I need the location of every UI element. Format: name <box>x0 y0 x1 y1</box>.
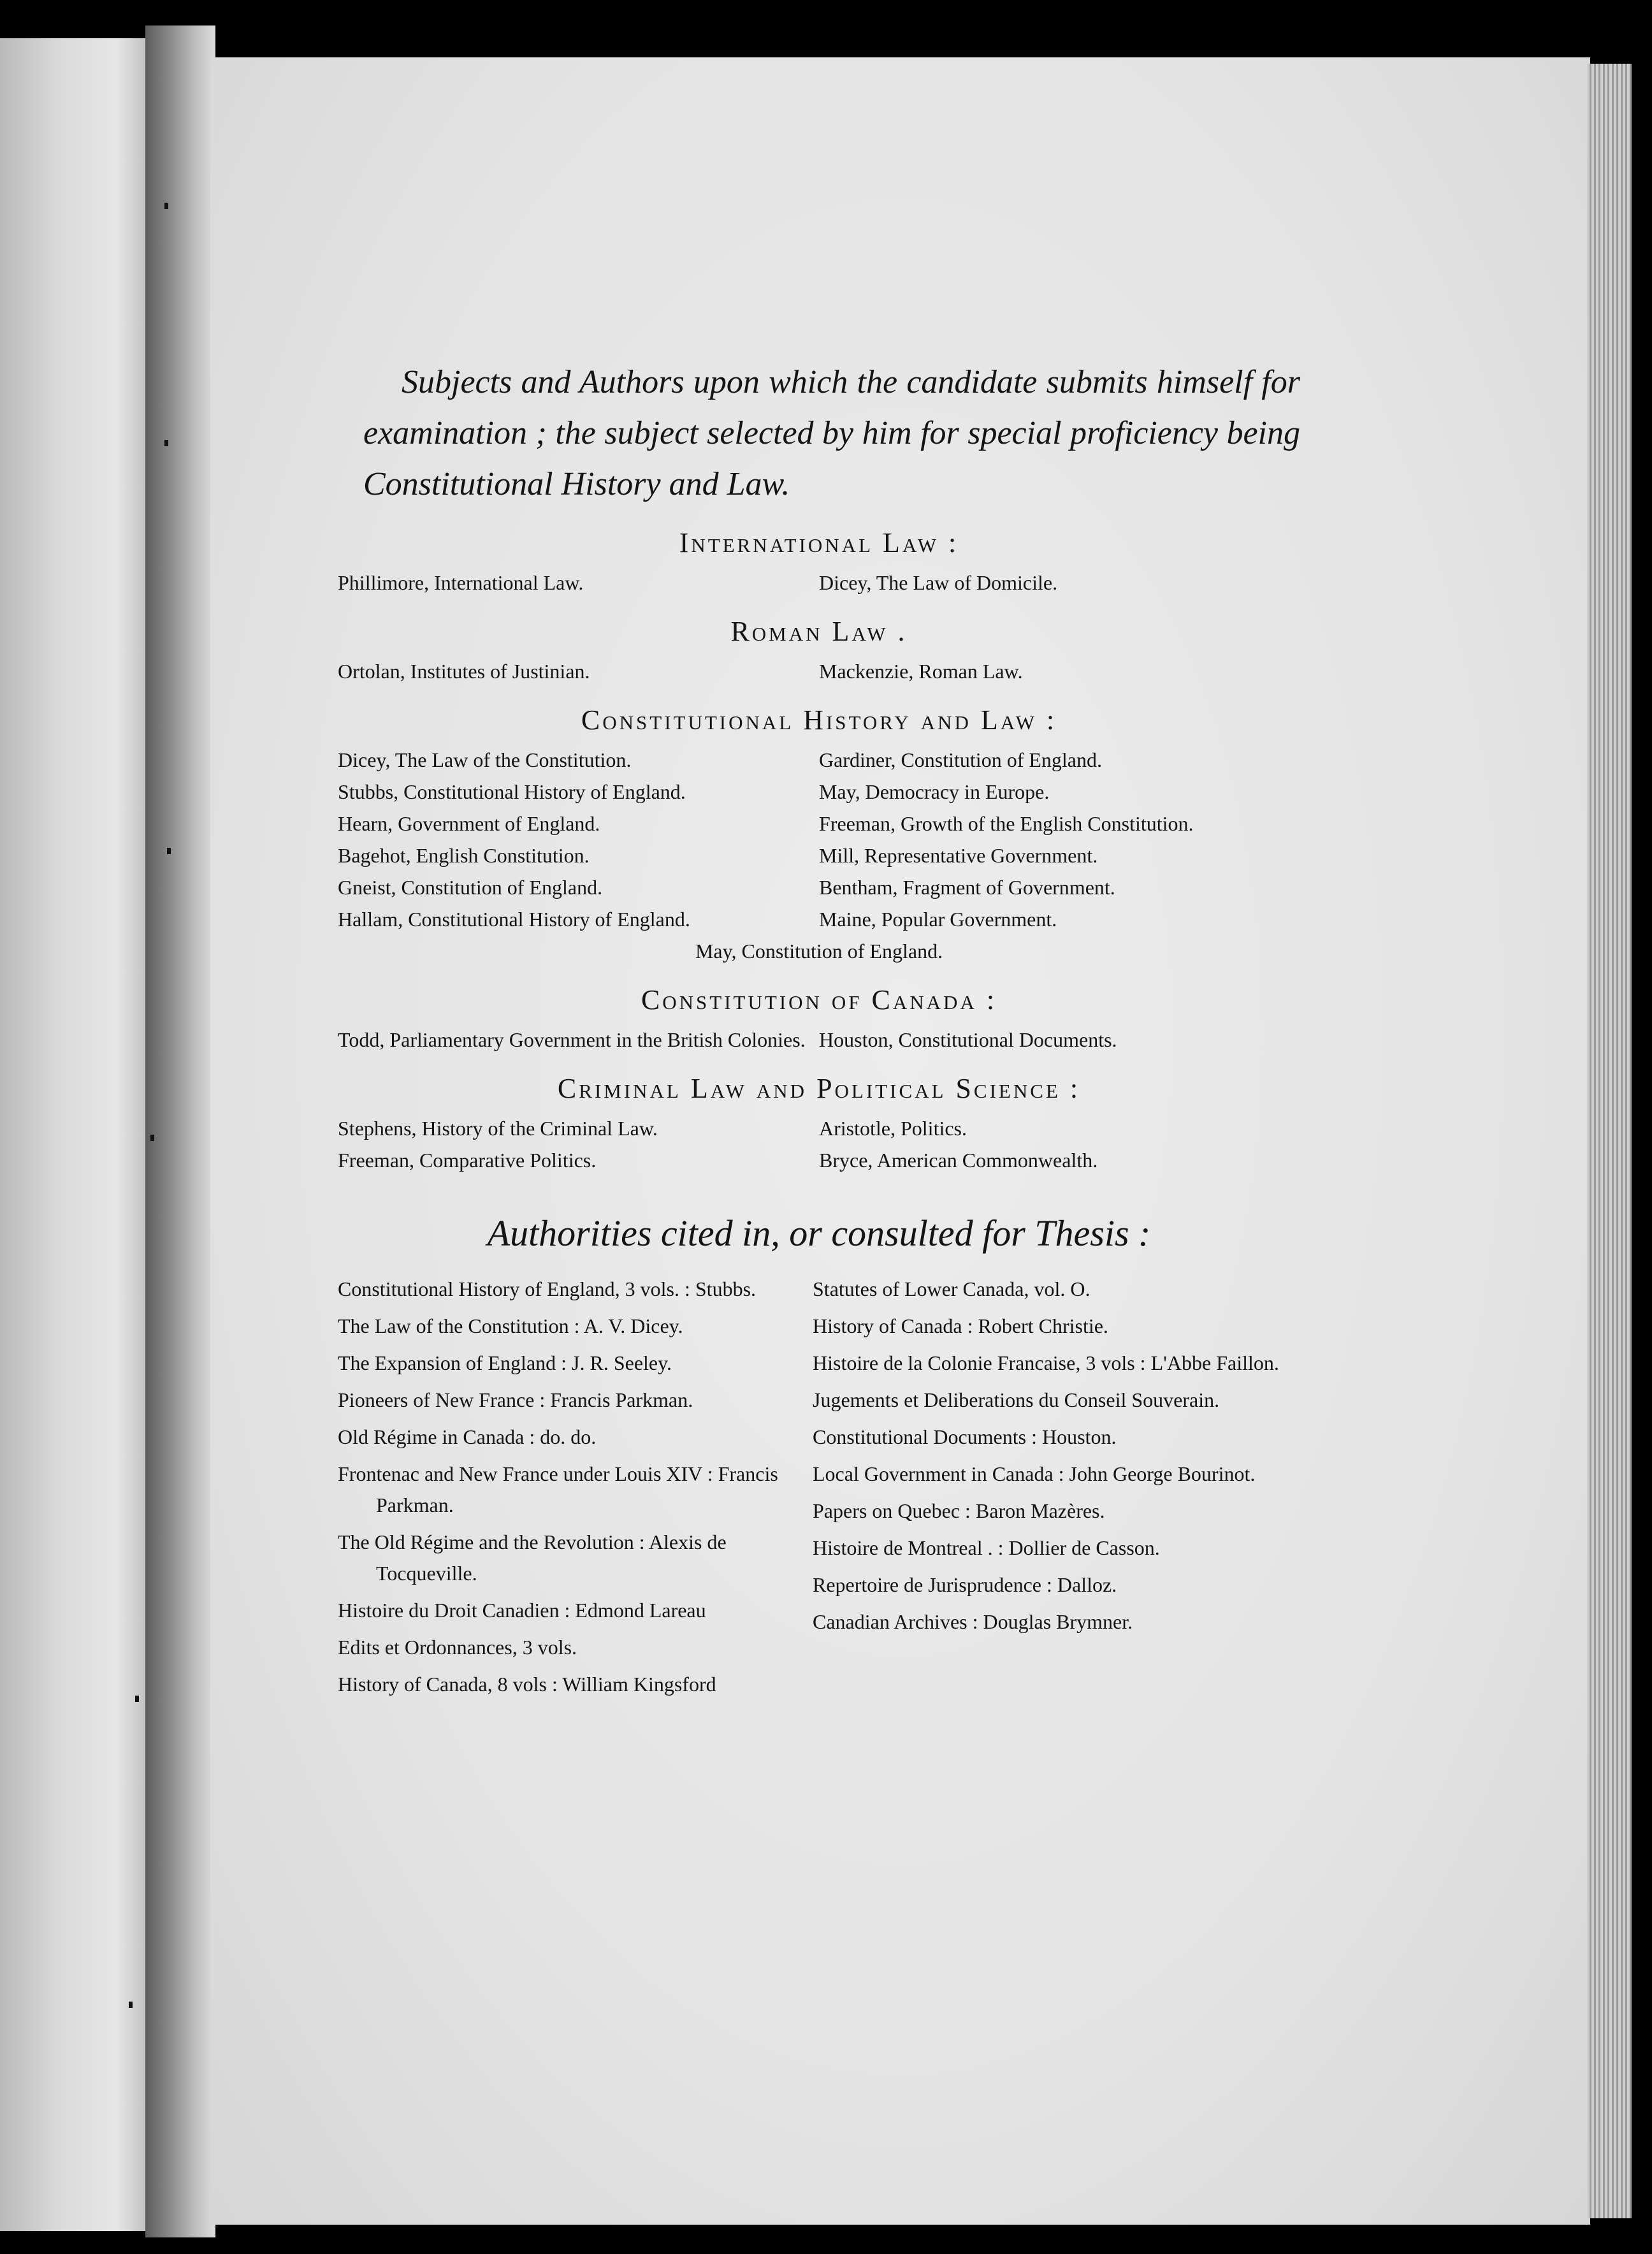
list-item: Bryce, American Commonwealth. <box>819 1149 1098 1172</box>
page-content <box>338 357 1300 1706</box>
list-item: Maine, Popular Government. <box>819 908 1057 931</box>
list-item: Pioneers of New France : Francis Parkman. <box>338 1388 693 1411</box>
list-item: Stubbs, Constitutional History of England. <box>338 780 686 803</box>
list-item: Bentham, Fragment of Government. <box>819 876 1115 899</box>
list-item: Todd, Parliamentary Government in the British Colonies. <box>338 1028 806 1051</box>
binding-mark <box>167 848 171 854</box>
section-heading: Constitution of Canada : <box>641 984 997 1015</box>
list-item: The Law of the Constitution : A. V. Dicey. <box>338 1314 683 1337</box>
list-item: Edits et Ordonnances, 3 vols. <box>338 1636 577 1659</box>
list-item: Mill, Representative Government. <box>819 844 1098 867</box>
list-item: Gneist, Constitution of England. <box>338 876 603 899</box>
list-item: Ortolan, Institutes of Justinian. <box>338 660 590 683</box>
list-item: Dicey, The Law of Domicile. <box>819 571 1058 594</box>
list-item: Old Régime in Canada : do. do. <box>338 1425 597 1448</box>
binding-mark <box>129 2002 133 2008</box>
facing-page-edge <box>0 38 145 2231</box>
list-item: Phillimore, International Law. <box>338 571 584 594</box>
list-item: Mackenzie, Roman Law. <box>819 660 1023 683</box>
section-heading: Constitutional History and Law : <box>581 704 1057 736</box>
list-item: Gardiner, Constitution of England. <box>819 748 1102 771</box>
binding-mark <box>135 1696 139 1702</box>
section-constitutional-history <box>338 704 1300 967</box>
list-item: The Old Régime and the Revolution : Alexis de Tocqueville. <box>338 1531 727 1585</box>
list-item: Constitutional History of England, 3 vols. : Stubbs. <box>338 1277 757 1300</box>
list-item: Dicey, The Law of the Constitution. <box>338 748 632 771</box>
authorities-heading: Authorities cited in, or consulted for Thesis : <box>487 1212 1151 1254</box>
list-item: Repertoire de Jurisprudence : Dalloz. <box>813 1573 1117 1596</box>
list-item: Houston, Constitutional Documents. <box>819 1028 1117 1051</box>
list-item: Local Government in Canada : John George Bourinot. <box>813 1462 1256 1485</box>
binding-mark <box>164 203 168 209</box>
list-item: Canadian Archives : Douglas Brymner. <box>813 1610 1133 1633</box>
binding-mark <box>150 1135 154 1141</box>
page-edge <box>1587 64 1632 2218</box>
list-item-centered: May, Constitution of England. <box>695 940 943 963</box>
list-item: Papers on Quebec : Baron Mazères. <box>813 1499 1105 1522</box>
section-heading: International Law : <box>679 527 959 558</box>
list-item: Histoire de Montreal . : Dollier de Casson. <box>813 1536 1160 1559</box>
section-heading: Roman Law . <box>730 616 908 647</box>
list-item: Frontenac and New France under Louis XIV : Francis Parkman. <box>338 1462 778 1516</box>
section-criminal-law <box>338 1072 1300 1176</box>
list-item: Hearn, Government of England. <box>338 812 600 835</box>
intro-text: Subjects and Authors upon which the candidate submits himself for examination ; the subject selected by him for special proficiency being Constitutional History and Law. <box>363 364 1300 502</box>
list-item: Histoire du Droit Canadien : Edmond Lareau <box>338 1599 706 1622</box>
list-item: History of Canada : Robert Christie. <box>813 1314 1108 1337</box>
binding-mark <box>164 440 168 446</box>
section-roman-law <box>338 615 1300 687</box>
list-item: May, Democracy in Europe. <box>819 780 1050 803</box>
list-item: Jugements et Deliberations du Conseil Souverain. <box>813 1388 1220 1411</box>
list-item: Statutes of Lower Canada, vol. O. <box>813 1277 1090 1300</box>
list-item: Hallam, Constitutional History of England. <box>338 908 690 931</box>
list-item: Freeman, Comparative Politics. <box>338 1149 597 1172</box>
list-item: Aristotle, Politics. <box>819 1117 967 1140</box>
list-item: Freeman, Growth of the English Constitution. <box>819 812 1194 835</box>
section-authorities <box>338 1212 1300 1706</box>
section-constitution-of-canada <box>338 984 1300 1056</box>
list-item: Bagehot, English Constitution. <box>338 844 590 867</box>
list-item: Constitutional Documents : Houston. <box>813 1425 1117 1448</box>
list-item: The Expansion of England : J. R. Seeley. <box>338 1351 672 1374</box>
list-item: Histoire de la Colonie Francaise, 3 vols : L'Abbe Faillon. <box>813 1351 1279 1374</box>
section-international-law <box>338 527 1300 599</box>
section-heading: Criminal Law and Political Science : <box>557 1073 1081 1104</box>
list-item: Stephens, History of the Criminal Law. <box>338 1117 658 1140</box>
book-gutter <box>145 25 215 2237</box>
list-item: History of Canada, 8 vols : William Kingsford <box>338 1673 716 1696</box>
